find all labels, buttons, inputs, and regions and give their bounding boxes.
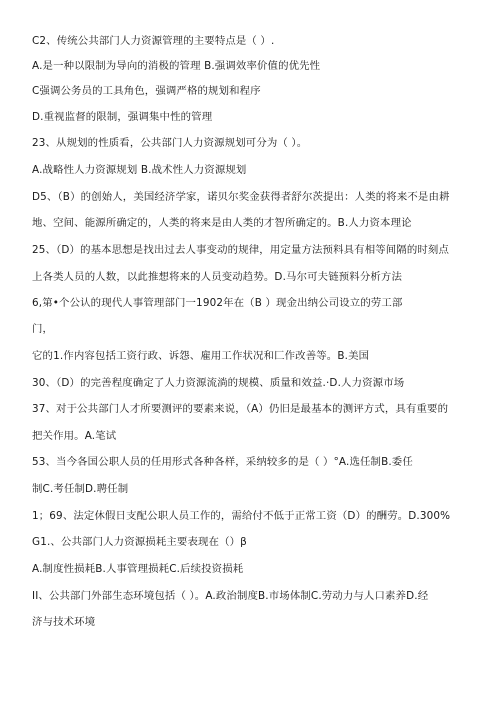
question-53-line-1: 53、当今各国公职人员的任用形式各种各样，采纳较多的是（ ）°A.选任制B.委任 <box>32 456 413 468</box>
question-ii-line-2: 济与技术环境 <box>32 616 96 628</box>
question-37-line-2: 把关作用。A.笔试 <box>32 430 117 442</box>
question-c2-option-c: C强调公务员的工具角色，强调严格的规划和程序 <box>32 85 261 97</box>
question-30: 30、（D）的完善程度确定了人力资源流淌的规模、质量和效益.·D.人力资源市场 <box>32 377 405 389</box>
question-c2: C2、传统公共部门人力资源管理的主要特点是（ ）. <box>32 35 275 47</box>
question-d5-line-1: D5、（B）的创始人，美国经济学家，诺贝尔奖金获得者舒尔茨提出：人类的将来不是由耕 <box>32 191 450 203</box>
question-ii-line-1: II、公共部门外部生态环境包括（ ）。A.政治制度B.市场体制C.劳动力与人口素养D.经 <box>32 590 429 602</box>
question-25-line-2: 上各类人员的人数，以此推想将来的人员变动趋势。D.马尔可夫链预料分析方法 <box>32 271 402 283</box>
question-23: 23、从规划的性质看，公共部门人力资源规划可分为（ ）。 <box>32 137 308 149</box>
question-6-line-1: 6,第•个公认的现代人事管理部门一1902年在（B ）现金出纳公司设立的劳工部 <box>32 297 403 309</box>
question-g1-options: A.制度性损耗B.人事管理损耗C.后续投资损耗 <box>32 563 244 575</box>
question-6-line-3: 它的1.作内容包括工资行政、诉怨、雇用工作状况和匚作改善等。B.美国 <box>32 350 370 362</box>
question-37-line-1: 37、对于公共部门人才所要测评的要素来说，（A）仍旧是最基本的测评方式，具有重要的 <box>32 403 449 415</box>
question-g1: G1.、公共部门人力资源损耗主要表现在（）β <box>32 536 247 548</box>
question-23-options: A.战略性人力资源规划 B.战术性人力资源规划 <box>32 164 247 176</box>
question-c2-options-ab: A.是一种以限制为导向的消极的管理 B.强调效率价值的优先性 <box>32 60 321 72</box>
question-d5-line-2: 地、空间、能源所确定的，人类的将来是由人类的才智所确定的。B.人力资本理论 <box>32 217 412 229</box>
question-c2-option-d: D.重视监督的限制，强调集中性的管理 <box>32 111 213 123</box>
question-53-line-2: 制C.考任制D.聘任制 <box>32 483 129 495</box>
question-6-line-2: 门， <box>32 323 54 335</box>
question-69: 1；69、法定休假日支配公职人员工作的，需给付不低于正常工资（D）的酬劳。D.300% <box>32 510 451 522</box>
question-25-line-1: 25、（D）的基本思想是找出过去人事变动的规律，用定量方法预料具有相等间隔的时刻点 <box>32 244 450 256</box>
